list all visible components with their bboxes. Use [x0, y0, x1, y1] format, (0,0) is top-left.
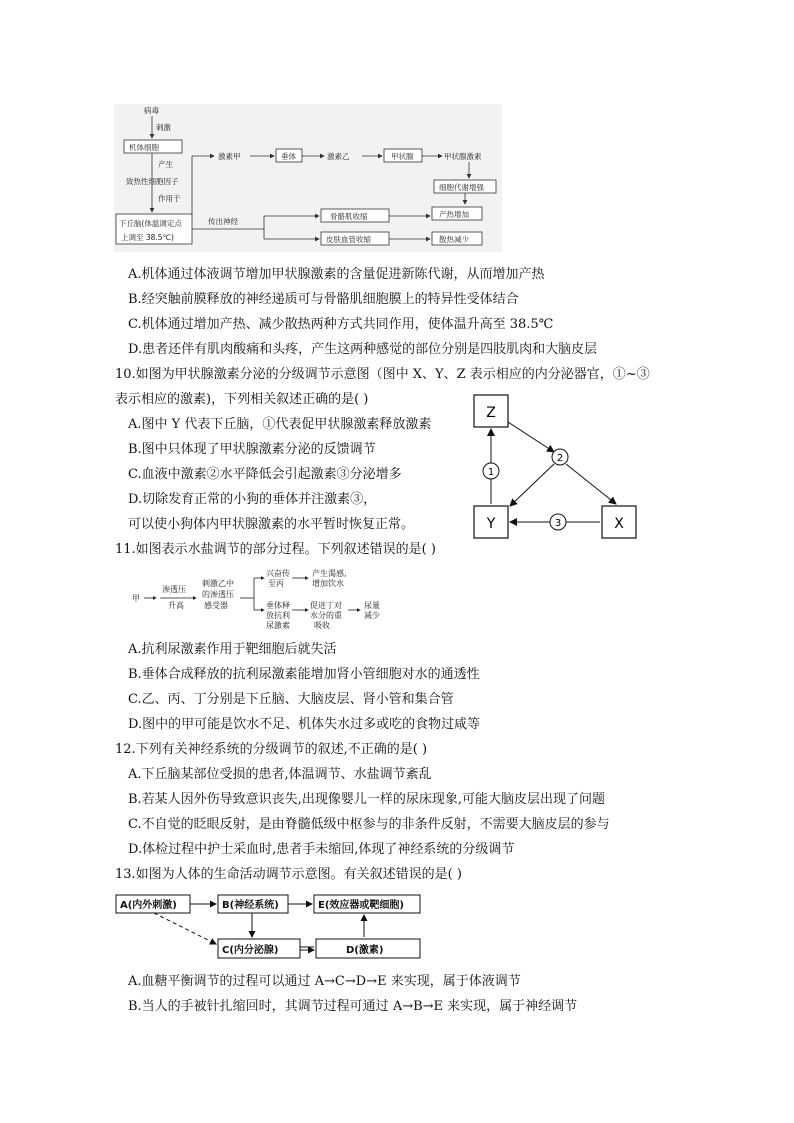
flow-c-label: C(内分泌腺)	[222, 945, 279, 956]
fig1-metabolism: 细胞代谢增强	[439, 183, 484, 192]
q10-option-a: A.图中 Y 代表下丘脑，①代表促甲状腺激素释放激素	[128, 417, 432, 432]
ws-reab-1: 促进丁对	[310, 601, 342, 610]
ws-thirst-1: 产生渴感,	[312, 569, 347, 578]
fig1-nerve-out: 传出神经	[208, 217, 238, 226]
q11-option-d: D.图中的甲可能是饮水不足、机体失水过多或吃的食物过咸等	[128, 717, 481, 732]
q13-option-a: A.血糖平衡调节的过程可以通过 A→C→D→E 来实现，属于体液调节	[128, 974, 521, 989]
fig1-pyrogen: 致热性细胞因子	[126, 177, 179, 186]
fig1-muscle: 骨骼肌收缩	[330, 212, 368, 221]
q12-option-d: D.体检过程中护士采血时,患者手未缩回,体现了神经系统的分级调节	[128, 842, 515, 857]
q11-option-a: A.抗利尿激素作用于靶细胞后就失活	[128, 642, 337, 657]
ws-rec-1: 刺激乙中	[202, 579, 234, 588]
fig1-heat-up: 产热增加	[439, 210, 469, 219]
fig1-virus: 病毒	[144, 106, 159, 115]
fig1-body-cells: 机体细胞	[129, 143, 159, 152]
flow-d-label: D(激素)	[346, 945, 384, 956]
diagram-x-label: X	[614, 516, 624, 532]
q13-stem: 13.如图为人体的生命活动调节示意图。有关叙述错误的是( )	[115, 867, 462, 882]
flow-e-label: E(效应器或靶细胞)	[318, 900, 404, 911]
q11-option-b: B.垂体合成释放的抗利尿激素能增加肾小管细胞对水的通透性	[128, 667, 480, 682]
water-salt-diagram	[130, 568, 400, 634]
q9-option-c: C.机体通过增加产热、减少散热两种方式共同作用，使体温升高至 38.5℃	[128, 317, 554, 332]
q10-option-d: D.切除发育正常的小狗的垂体并注激素③，	[128, 492, 377, 507]
q11-option-c: C.乙、丙、丁分别是下丘脑、大脑皮层、肾小管和集合管	[128, 692, 454, 707]
q12-option-b: B.若某人因外伤导致意识丧失,出现像婴儿一样的尿床现象,可能大脑皮层出现了问题	[128, 792, 605, 807]
q9-option-a: A.机体通过体液调节增加甲状腺激素的含量促进新陈代谢，从而增加产热	[128, 267, 545, 282]
fig1-hormone-b: 激素乙	[327, 152, 350, 161]
flow-a-label: A(内外刺激)	[120, 900, 177, 911]
ws-urine-2: 减少	[364, 611, 380, 620]
circle-3-label: 3	[554, 518, 562, 529]
q10-option-d-cont: 可以使小狗体内甲状腺激素的水平暂时恢复正常。	[128, 517, 415, 532]
flow-b-label: B(神经系统)	[222, 900, 279, 911]
ws-rec-3: 感受器	[204, 601, 228, 610]
fig1-acts-on: 作用于	[158, 194, 181, 203]
ws-osm-1: 渗透压	[162, 585, 186, 594]
fig1-produce: 产生	[158, 160, 173, 169]
ws-adh-2: 放抗利	[266, 611, 290, 620]
ws-adh-3: 尿激素	[266, 621, 290, 630]
ws-jia: 甲	[132, 594, 140, 603]
fig1-thyroid-hormone: 甲状腺激素	[444, 152, 482, 161]
fig1-stimulate: 刺激	[156, 123, 171, 132]
q13-option-b: B.当人的手被针扎缩回时，其调节过程可通过 A→B→E 来实现，属于神经调节	[128, 999, 578, 1014]
q12-stem: 12.下列有关神经系统的分级调节的叙述,不正确的是( )	[115, 742, 428, 757]
fig1-pituitary: 垂体	[281, 152, 296, 161]
q10-stem-line1: 10.如图为甲状腺激素分泌的分级调节示意图（图中 X、Y、Z 表示相应的内分泌器官，①~③	[115, 367, 650, 382]
ws-reab-2: 水分的重	[310, 611, 342, 620]
q12-option-a: A.下丘脑某部位受损的患者,体温调节、水盐调节紊乱	[128, 767, 432, 782]
fig1-heat-down: 散热减少	[439, 235, 469, 244]
ws-osm-2: 升高	[168, 601, 184, 610]
diagram-z-label: Z	[486, 405, 496, 421]
q10-option-b: B.图中只体现了甲状腺激素分泌的反馈调节	[128, 442, 376, 457]
ws-rec-2: 的渗透压	[202, 590, 234, 599]
fig1-hypothalamus-line2: 上调至 38.5℃)	[121, 233, 174, 242]
q10-stem-line2: 表示相应的激素)，下列相关叙述正确的是( )	[115, 392, 369, 407]
ws-thirst-2: 增加饮水	[312, 579, 344, 588]
life-regulation-diagram	[114, 892, 424, 962]
q10-option-c: C.血液中激素②水平降低会引起激素③分泌增多	[128, 467, 402, 482]
thyroid-regulation-diagram	[470, 392, 640, 542]
ws-ex-2: 至丙	[268, 579, 284, 588]
ws-reab-3: 吸收	[314, 621, 330, 630]
q12-option-c: C.不自觉的眨眼反射，是由脊髓低级中枢参与的非条件反射，不需要大脑皮层的参与	[128, 817, 610, 832]
fig1-thyroid: 甲状腺	[391, 152, 414, 161]
q9-option-b: B.经突触前膜释放的神经递质可与骨骼肌细胞膜上的特异性受体结合	[128, 292, 519, 307]
diagram-y-label: Y	[486, 516, 496, 532]
q9-option-d: D.患者还伴有肌肉酸痛和头疼，产生这两种感觉的部位分别是四肢肌肉和大脑皮层	[128, 342, 598, 357]
fig1-hormone-a: 激素甲	[218, 152, 241, 161]
ws-adh-1: 垂体释	[266, 601, 290, 610]
fig1-skin: 皮肤血管收缩	[326, 235, 371, 244]
fig1-hypothalamus-line1: 下丘脑(体温调定点	[119, 219, 182, 228]
q11-stem: 11.如图表示水盐调节的部分过程。下列叙述错误的是( )	[115, 542, 436, 557]
circle-2-label: 2	[556, 453, 564, 464]
fever-regulation-diagram	[114, 104, 502, 252]
ws-urine-1: 尿量	[364, 601, 380, 610]
ws-ex-1: 兴奋传	[266, 569, 290, 578]
circle-1-label: 1	[487, 467, 495, 478]
